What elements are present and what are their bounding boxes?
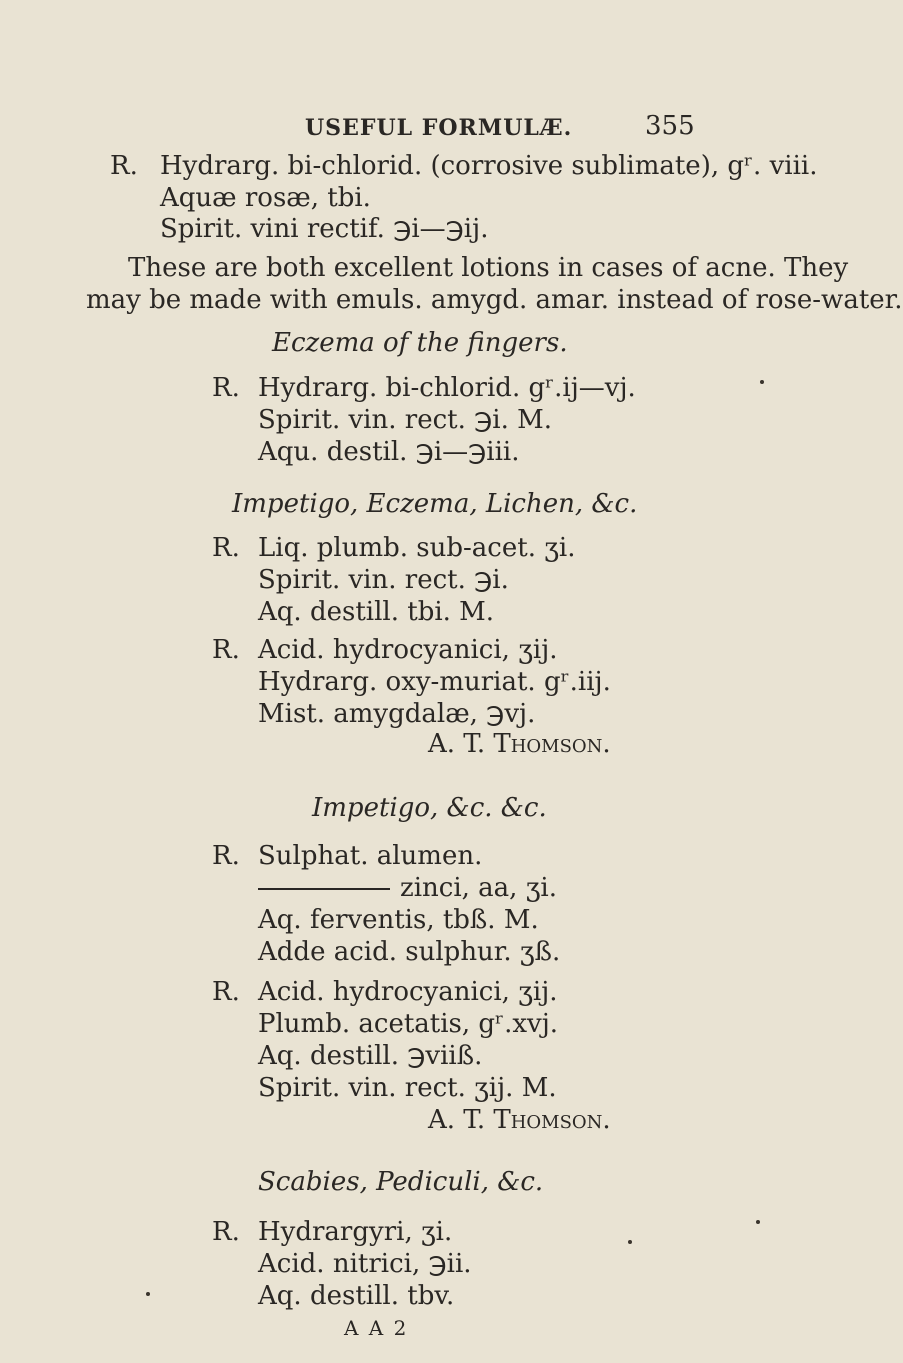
recipe-line: Hydrarg. oxy-muriat. gʳ.iij. — [258, 667, 611, 697]
recipe-symbol: R. — [212, 977, 240, 1007]
author-signature: A. T. Thomson. — [428, 729, 611, 759]
recipe-line: Spirit. vin. rect. ℈i. M. — [258, 405, 553, 435]
section-heading: Eczema of the fingers. — [272, 328, 568, 358]
recipe-line: Hydrarg. bi-chlorid. (corrosive sublimate), gʳ. viii. — [160, 151, 818, 181]
ditto-rule — [258, 888, 390, 890]
recipe-line: Acid. hydrocyanici, ʒij. — [258, 977, 558, 1007]
recipe-line: Aq. destill. tbi. M. — [258, 597, 495, 627]
recipe-symbol: R. — [212, 373, 240, 403]
note-line: These are both excellent lotions in cases of acne. They — [128, 253, 849, 283]
recipe-line: Acid. hydrocyanici, ʒij. — [258, 635, 558, 665]
paper-speck — [628, 1240, 632, 1244]
recipe-line: Hydrargyri, ʒi. — [258, 1217, 453, 1247]
recipe-line: Plumb. acetatis, gʳ.xvj. — [258, 1009, 559, 1039]
recipe-line: Spirit. vin. rect. ʒij. M. — [258, 1073, 557, 1103]
section-heading: Impetigo, &c. &c. — [312, 793, 547, 823]
running-title: USEFUL FORMULÆ. — [305, 115, 573, 141]
recipe-line: Spirit. vini rectif. ℈i—℈ij. — [160, 214, 489, 244]
recipe-line: Mist. amygdalæ, ℈vj. — [258, 699, 536, 729]
recipe-symbol: R. — [212, 635, 240, 665]
paper-speck — [760, 380, 764, 384]
recipe-line: Sulphat. alumen. — [258, 841, 483, 871]
page-number: 355 — [645, 111, 695, 141]
author-signature: A. T. Thomson. — [428, 1105, 611, 1135]
recipe-line: Aq. ferventis, tbß. M. — [258, 905, 539, 935]
section-heading: Scabies, Pediculi, &c. — [258, 1167, 544, 1197]
recipe-line: Aquæ rosæ, tbi. — [160, 183, 371, 213]
recipe-symbol: R. — [110, 151, 138, 181]
recipe-line: Aq. destill. tbv. — [258, 1281, 455, 1311]
section-heading: Impetigo, Eczema, Lichen, &c. — [232, 489, 638, 519]
recipe-line: Adde acid. sulphur. ʒß. — [258, 937, 561, 967]
recipe-line: Aq. destill. ℈viiß. — [258, 1041, 483, 1071]
recipe-line: Acid. nitrici, ℈ii. — [258, 1249, 472, 1279]
paper-speck — [146, 1292, 150, 1296]
recipe-symbol: R. — [212, 533, 240, 563]
note-line: may be made with emuls. amygd. amar. instead of rose-water. — [86, 285, 903, 315]
recipe-symbol: R. — [212, 1217, 240, 1247]
recipe-symbol: R. — [212, 841, 240, 871]
recipe-line: Spirit. vin. rect. ℈i. — [258, 565, 509, 595]
paper-speck — [756, 1220, 760, 1224]
recipe-line: Liq. plumb. sub-acet. ʒi. — [258, 533, 576, 563]
recipe-line: zinci, aa, ʒi. — [400, 873, 557, 903]
recipe-line: Hydrarg. bi-chlorid. gʳ.ij—vj. — [258, 373, 636, 403]
recipe-line: Aqu. destil. ℈i—℈iii. — [258, 437, 520, 467]
signature-mark: A A 2 — [344, 1316, 409, 1340]
